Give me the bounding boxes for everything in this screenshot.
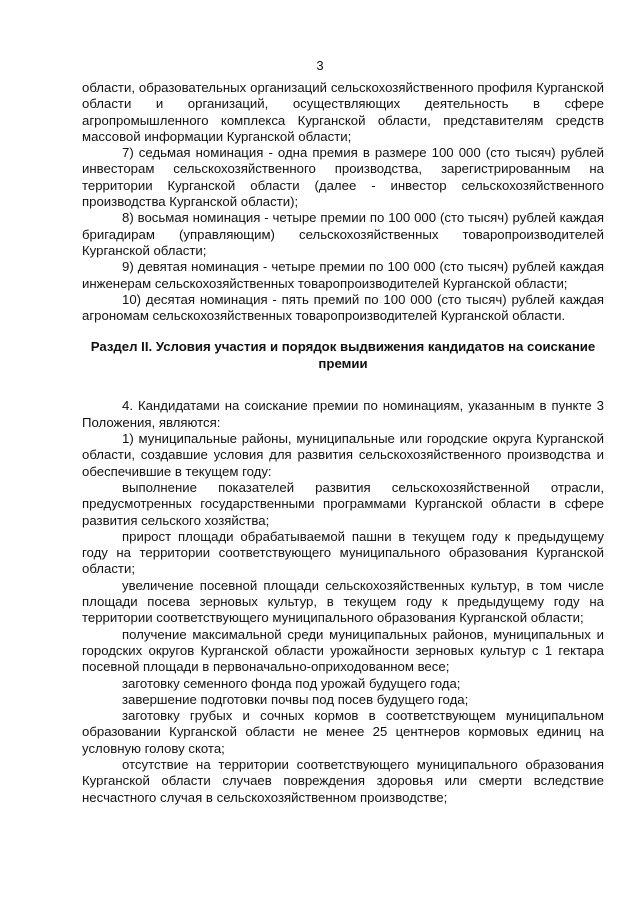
paragraph: 8) восьмая номинация - четыре премии по 100 000 (сто тысяч) рублей каждая бригадирам (управляющим) сельскохозяйственных товаропроизводителей Курганской области; [82, 210, 604, 258]
paragraph: увеличение посевной площади сельскохозяйственных культур, в том числе площади посева зерновых культур, в текущем году к предыдущему году на территории соответствующего муниципального образования Курганской области; [82, 577, 604, 626]
paragraph: прирост площади обрабатываемой пашни в текущем году к предыдущему году на территории соответствующего муниципального образования Курганской области; [82, 528, 604, 577]
paragraphs-before-heading [82, 80, 604, 324]
paragraphs-after-heading [82, 398, 604, 805]
paragraph: области, образовательных организаций сельскохозяйственного профиля Курганской области и организаций, осуществляющих деятельность в сфере агропромышленного комплекса Курганской области, представителям средств массовой информации Курганской области; [82, 80, 604, 144]
paragraph: выполнение показателей развития сельскохозяйственной отрасли, предусмотренных государственными программами Курганской области в сфере развития сельского хозяйства; [82, 479, 604, 528]
paragraph: заготовку семенного фонда под урожай будущего года; [122, 675, 461, 691]
paragraph: отсутствие на территории соответствующего муниципального образования Курганской области случаев повреждения здоровья или смерти вследствие несчастного случая в сельскохозяйственном производстве; [82, 756, 604, 805]
paragraph: 4. Кандидатами на соискание премии по номинациям, указанным в пункте 3 Положения, являются: [82, 398, 604, 430]
paragraph: 9) девятая номинация - четыре премии по 100 000 (сто тысяч) рублей каждая инженерам сельскохозяйственных товаропроизводителей Курганской области; [82, 259, 604, 291]
paragraph: 10) десятая номинация - пять премий по 100 000 (сто тысяч) рублей каждая агрономам сельскохозяйственных товаропроизводителей Курганской области. [82, 291, 604, 324]
paragraph: заготовку грубых и сочных кормов в соответствующем муниципальном образовании Курганской области не менее 25 центнеров кормовых единиц на условную голову скота; [82, 708, 604, 756]
paragraph: 1) муниципальные районы, муниципальные или городские округа Курганской области, создавшие условия для развития сельскохозяйственного производства и обеспечившие в текущем году: [82, 431, 604, 479]
page-number: 3 [316, 58, 324, 73]
paragraph: 7) седьмая номинация - одна премия в размере 100 000 (сто тысяч) рублей инвесторам сельскохозяйственного производства, зарегистрированным на территории Курганской области (далее - инвестор сельскохозяйственного производства Курганской области); [82, 145, 604, 210]
paragraph: получение максимальной среди муниципальных районов, муниципальных и городских округов Курганской области урожайности зерновых культур с 1 гектара посевной площади в первоначально-оприходованном весе; [82, 626, 604, 675]
section-heading: Раздел II. Условия участия и порядок выдвижения кандидатов на соискание премии [90, 339, 596, 372]
document-body [82, 80, 604, 806]
paragraph: завершение подготовки почвы под посев будущего года; [122, 691, 469, 707]
